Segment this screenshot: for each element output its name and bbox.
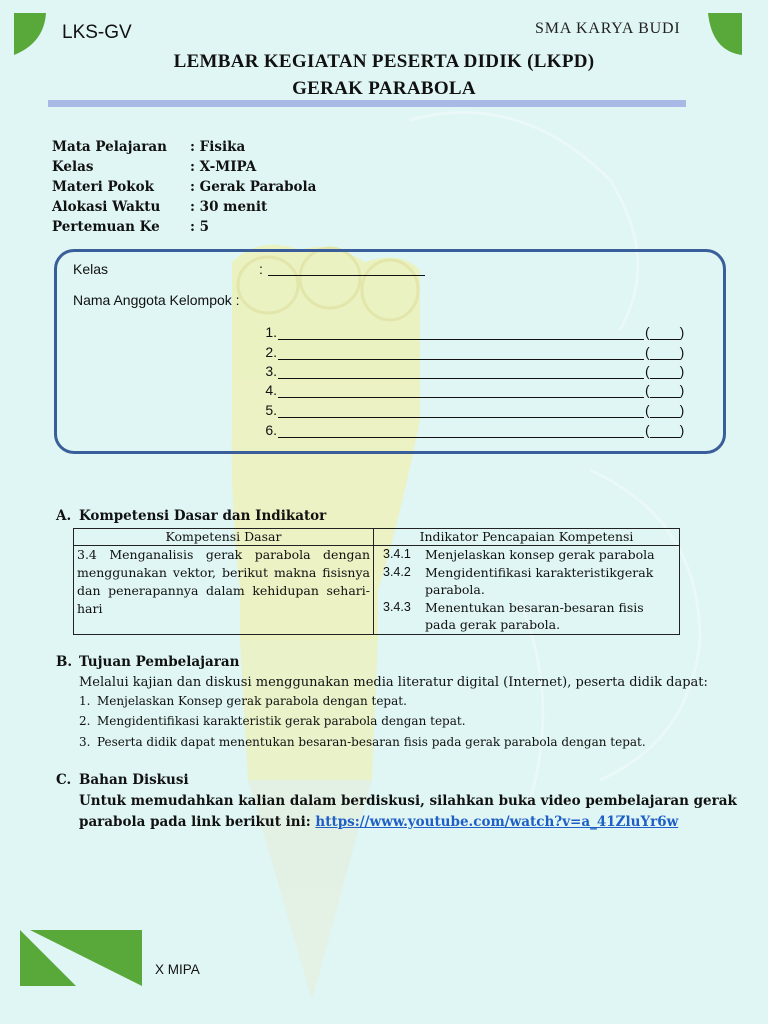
group-members-label: Nama Anggota Kelompok : <box>73 292 240 308</box>
kd-text: 3.4 Menganalisis gerak parabola dengan menggunakan vektor, berikut makna fisisnya dan penerapannya dalam kehidupan sehari-hari <box>74 546 374 635</box>
section-a-letter: A. <box>56 508 72 524</box>
indicator-cell <box>374 546 680 635</box>
member-name-field[interactable] <box>278 423 644 438</box>
section-b-intro: Melalui kajian dan diskusi menggunakan media literatur digital (Internet), peserta didik dapat: <box>79 675 708 690</box>
school-name: SMA KARYA BUDI <box>535 20 681 37</box>
section-c-letter: C. <box>56 772 72 788</box>
member-line[interactable]: 2. ( ) <box>265 344 685 360</box>
indicator-item: 3.4.3 Menentukan besaran-besaran fisis pada gerak parabola. <box>383 599 644 632</box>
member-number-field[interactable]: ( ) <box>645 363 685 379</box>
info-row-meeting: Pertemuan Ke : 5 <box>52 219 210 235</box>
member-name-field[interactable] <box>278 364 644 379</box>
info-row-time: Alokasi Waktu : 30 menit <box>52 199 268 215</box>
member-name-field[interactable] <box>278 383 644 398</box>
member-line[interactable]: 3. ( ) <box>265 363 685 379</box>
section-b-letter: B. <box>56 654 73 670</box>
section-b-heading: Tujuan Pembelajaran <box>79 654 240 670</box>
objective-item: 3. Peserta didik dapat menentukan besaran-besaran fisis pada gerak parabola dengan tepat. <box>79 735 646 749</box>
member-name-field[interactable] <box>278 403 644 418</box>
title-line-2: GERAK PARABOLA <box>292 78 476 99</box>
competency-table <box>73 528 680 635</box>
badge-title: LKS-GV <box>62 22 132 43</box>
leaf-logo-left-icon <box>14 13 46 55</box>
member-line[interactable]: 4. ( ) <box>265 382 685 398</box>
footer-label: X MIPA <box>155 962 200 977</box>
group-class-field[interactable] <box>268 275 425 276</box>
member-number-field[interactable]: ( ) <box>645 382 685 398</box>
youtube-link[interactable]: https://www.youtube.com/watch?v=a_41ZluYr6w <box>315 814 679 830</box>
footer-triangles-icon <box>20 930 142 986</box>
info-row-class: Kelas : X-MIPA <box>52 159 257 175</box>
member-number-field[interactable]: ( ) <box>645 344 685 360</box>
leaf-logo-right-icon <box>708 13 742 55</box>
objective-item: 2. Mengidentifikasi karakteristik gerak parabola dengan tepat. <box>79 714 466 728</box>
member-number-field[interactable]: ( ) <box>645 324 685 340</box>
table-header-kd: Kompetensi Dasar <box>74 529 374 546</box>
title-rule <box>48 100 686 107</box>
indicator-item: 3.4.1 Menjelaskan konsep gerak parabola <box>383 547 655 562</box>
objective-item: 1. Menjelaskan Konsep gerak parabola dengan tepat. <box>79 694 407 708</box>
title-line-1: LEMBAR KEGIATAN PESERTA DIDIK (LKPD) <box>173 51 595 72</box>
group-class-label: Kelas <box>73 261 109 277</box>
group-class-colon: : <box>259 261 263 277</box>
member-number-field[interactable]: ( ) <box>645 422 685 438</box>
section-c-heading: Bahan Diskusi <box>79 772 189 788</box>
indicator-item: 3.4.2 Mengidentifikasi karakteristikgerak parabola. <box>383 564 654 597</box>
table-header-indicator: Indikator Pencapaian Kompetensi <box>374 529 680 546</box>
section-c-line2: parabola pada link berikut ini: https://www.youtube.com/watch?v=a_41ZluYr6w <box>79 814 679 830</box>
section-c-line1: Untuk memudahkan kalian dalam berdiskusi, silahkan buka video pembelajaran gerak <box>79 793 737 809</box>
member-line[interactable]: 1. ( ) <box>265 324 685 340</box>
member-number-field[interactable]: ( ) <box>645 402 685 418</box>
member-name-field[interactable] <box>278 345 644 360</box>
member-name-field[interactable] <box>278 325 644 340</box>
member-line[interactable]: 6. ( ) <box>265 422 685 438</box>
info-row-topic: Materi Pokok : Gerak Parabola <box>52 179 317 195</box>
info-row-subject: Mata Pelajaran : Fisika <box>52 139 246 155</box>
member-line[interactable]: 5. ( ) <box>265 402 685 418</box>
section-a-heading: Kompetensi Dasar dan Indikator <box>79 508 327 524</box>
